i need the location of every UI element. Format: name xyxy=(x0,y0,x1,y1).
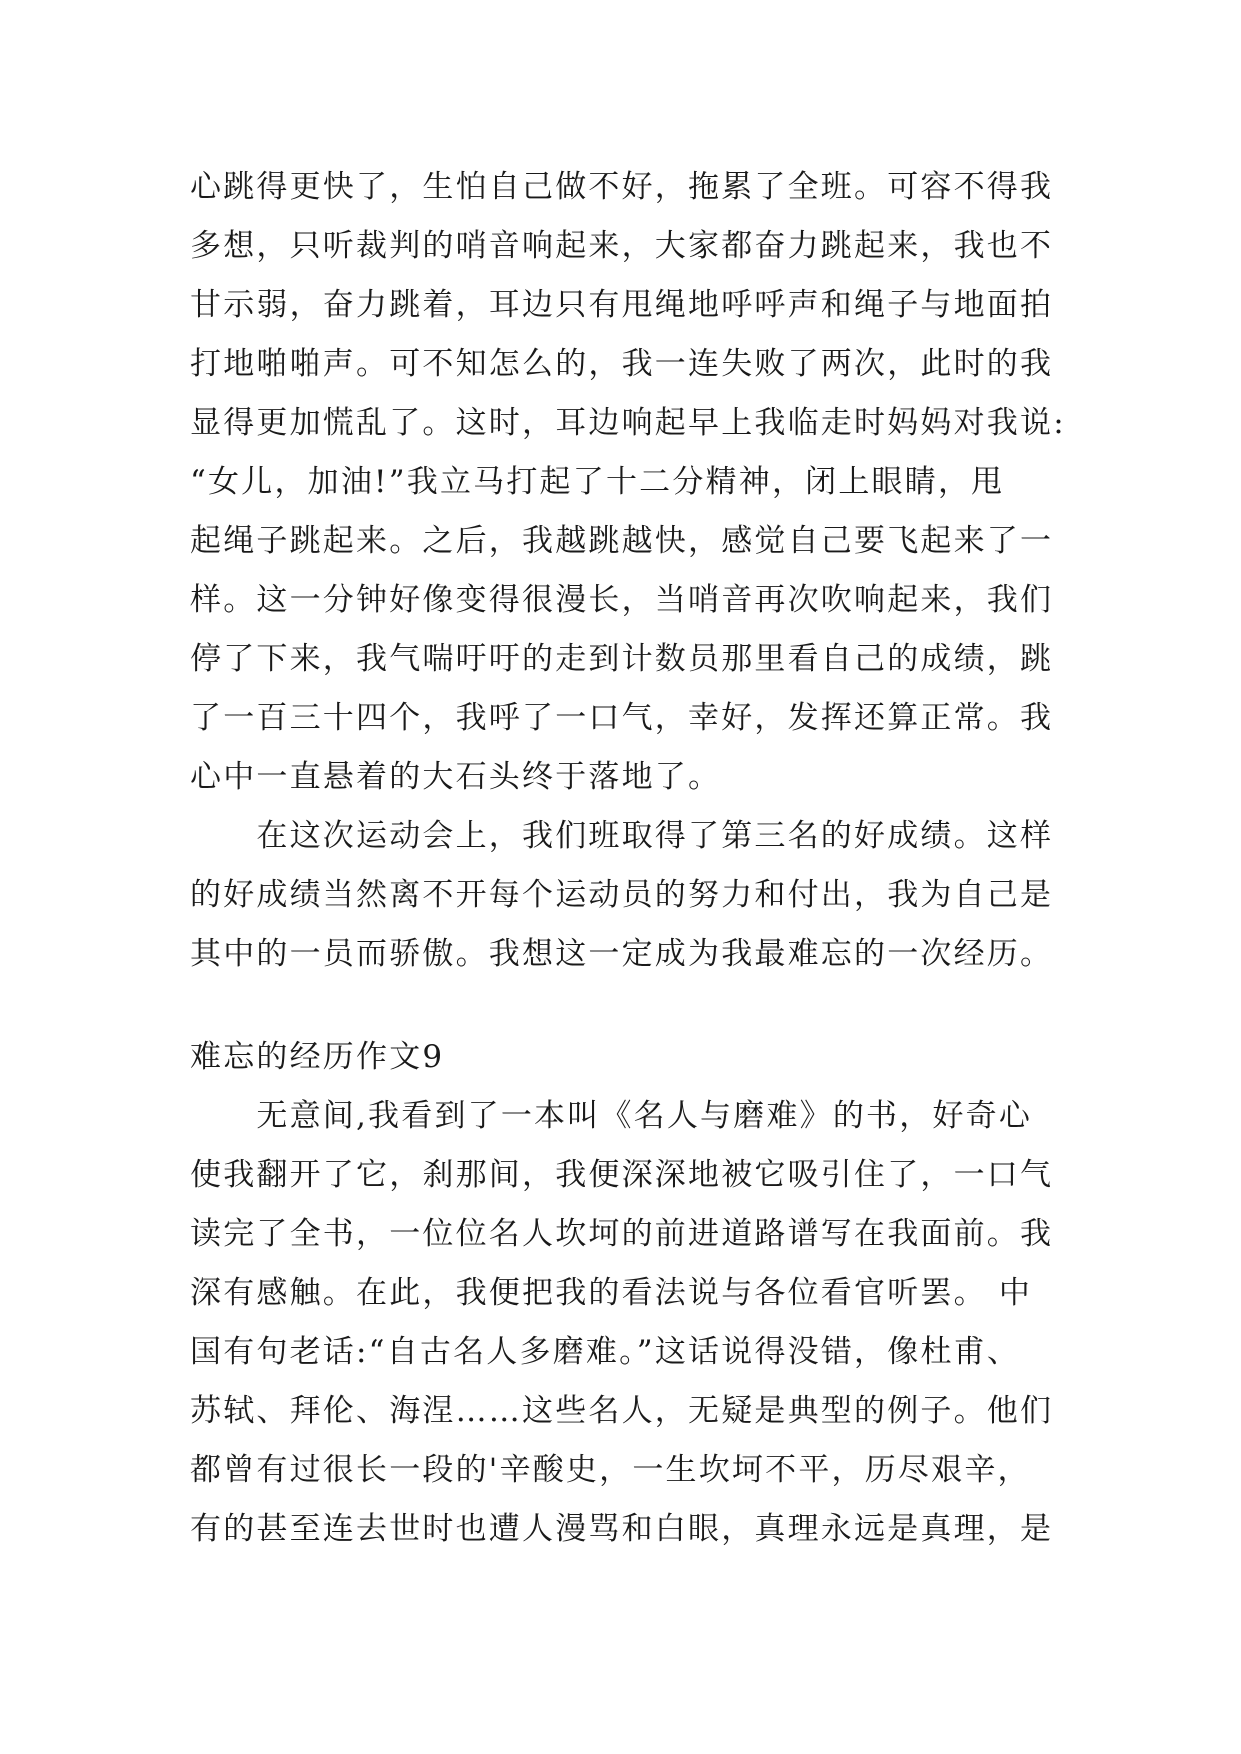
essay-heading: 难忘的经历作文9 xyxy=(190,1039,445,1075)
text-line: 停了下来，我气喘吁吁的走到计数员那里看自己的成绩，跳 xyxy=(190,641,1054,677)
text-line: 读完了全书，一位位名人坎坷的前进道路谱写在我面前。我 xyxy=(190,1216,1054,1252)
text-line: 使我翻开了它，刹那间，我便深深地被它吸引住了，一口气 xyxy=(190,1157,1054,1193)
text-line: 样。这一分钟好像变得很漫长，当哨音再次吹响起来，我们 xyxy=(190,582,1054,618)
text-line: 起绳子跳起来。之后，我越跳越快，感觉自己要飞起来了一 xyxy=(190,523,1054,559)
text-line: 苏轼、拜伦、海涅……这些名人，无疑是典型的例子。他们 xyxy=(190,1393,1054,1429)
text-line: 有的甚至连去世时也遭人漫骂和白眼，真理永远是真理，是 xyxy=(190,1511,1054,1547)
text-line: 心跳得更快了，生怕自己做不好，拖累了全班。可容不得我 xyxy=(190,169,1054,205)
essay-text-continued xyxy=(190,158,1070,984)
text-line: 深有感触。在此，我便把我的看法说与各位看官听罢。 中 xyxy=(190,1275,1033,1311)
text-line: 无意间,我看到了一本叫《名人与磨难》的书，好奇心 xyxy=(190,1098,1033,1134)
text-line: 都曾有过很长一段的'辛酸史，一生坎坷不平，历尽艰辛， xyxy=(190,1452,1031,1488)
text-line: 打地啪啪声。可不知怎么的，我一连失败了两次，此时的我 xyxy=(190,346,1054,382)
text-line: 的好成绩当然离不开每个运动员的努力和付出，我为自己是 xyxy=(190,877,1054,913)
text-line: “女儿，加油!”我立马打起了十二分精神，闭上眼睛，甩 xyxy=(190,464,1005,500)
text-line: 在这次运动会上，我们班取得了第三名的好成绩。这样 xyxy=(190,818,1054,854)
text-line: 多想，只听裁判的哨音响起来，大家都奋力跳起来，我也不 xyxy=(190,228,1054,264)
text-line: 国有句老话:“自古名人多磨难。”这话说得没错，像杜甫、 xyxy=(190,1334,1021,1370)
text-line: 了一百三十四个，我呼了一口气，幸好，发挥还算正常。我 xyxy=(190,700,1054,736)
text-line: 显得更加慌乱了。这时，耳边响起早上我临走时妈妈对我说: xyxy=(190,405,1066,441)
text-line: 心中一直悬着的大石头终于落地了。 xyxy=(190,759,722,795)
essay-9 xyxy=(190,1028,1070,1559)
text-line: 其中的一员而骄傲。我想这一定成为我最难忘的一次经历。 xyxy=(190,936,1054,972)
text-line: 甘示弱，奋力跳着，耳边只有甩绳地呼呼声和绳子与地面拍 xyxy=(190,287,1054,323)
